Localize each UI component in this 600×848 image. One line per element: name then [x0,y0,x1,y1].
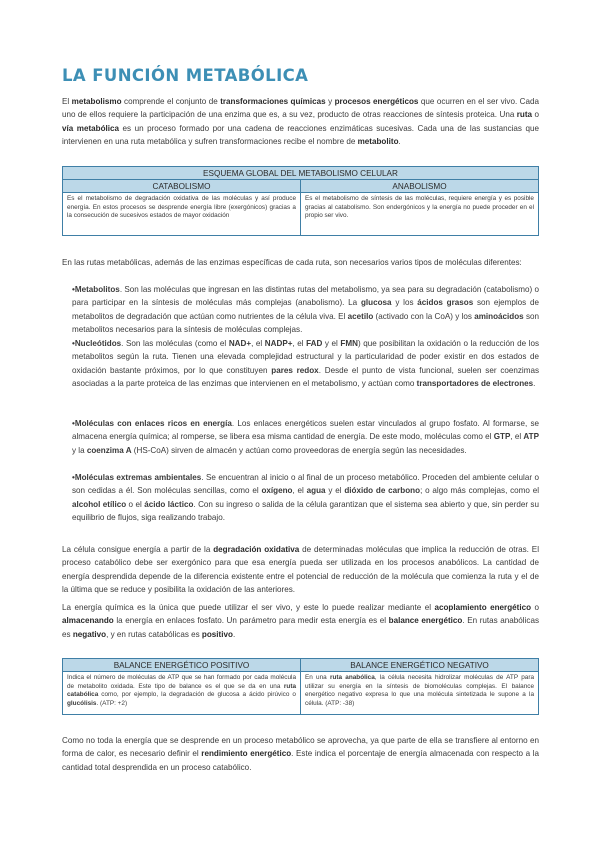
quimica-paragraph: La energía química es la única que puede utilizar el ser vivo, y este lo puede realizar mediante el acoplamiento energético o almacenando la energía en enlaces fosfato. Un parámetro para medir esta energía es el balance energético. En rutas anabólicas es negativo, y en rutas catabólicas es positivo. [62,603,539,639]
balance-negative-cell: En una ruta anabólica, la célula necesita hidrolizar moléculas de ATP para utilizar su energía en la síntesis de biomoléculas complejas. El balance energético negativo expresa lo que una molécula sintetizada le supone a la célula. (ATP: -38) [301,672,539,715]
anabolism-header: ANABOLISMO [301,180,539,193]
catabolism-cell: Es el metabolismo de degradación oxidativa de las moléculas y así produce energía. En estos procesos se desprende energía libre (exergónicos) gracias a la consecución de sucesivos estados de mayor oxidación [63,193,301,236]
final-paragraph: Como no toda la energía que se desprende en un proceso metabólico se aprovecha, ya que parte de ella se transfiere al entorno en forma de calor, es necesario definir el rendimiento energético. Este indica el porcentaje de energía almacenada con respecto a la cantidad total desprendida en un proceso catabólico. [62,736,539,772]
bullet-extremas: •Moléculas extremas ambientales. Se encuentran al inicio o al final de un proceso metabólico. Proceden del ambiente celular o son cedidas a él. Son moléculas sencillas, como el oxígeno, el agua y el dióxido de carbono; o algo más complejas, como el alcohol etílico o el ácido láctico. Con su ingreso o salida de la célula garantizan que el sistema sea abierto y que, sin perder su equilibrio de flujos, siga realizando trabajo. [72,473,540,523]
page-title: LA FUNCIÓN METABÓLICA [62,66,309,85]
anabolism-cell: Es el metabolismo de síntesis de las moléculas, requiere energía y es posible gracias al catabolismo. Son endergónicos y la energía no puede proceder en el propio ser vivo. [301,193,539,236]
balance-table [62,658,539,715]
bullet-nucleotidos: •Nucleótidos. Son las moléculas (como el NAD+, el NADP+, el FAD y el FMN) que posibilitan la oxidación o la reducción de los metabolitos según la ruta. Tienen una elevada complejidad estructural y la particularidad de poder existir en dos estados de oxidación bastante próximos, por lo que constituyen pares redox. Desde el punto de vista funcional, suelen ser coenzimas asociadas a la parte proteica de las enzimas que intervienen en el metabolismo, y actúan como transportadores de electrones. [72,339,540,389]
rutas-intro-paragraph: En las rutas metabólicas, además de las enzimas específicas de cada ruta, son necesarios varios tipos de moléculas diferentes: [62,258,522,267]
bullet-enlaces: •Moléculas con enlaces ricos en energía. Los enlaces energéticos suelen estar vinculados al grupo fosfato. Al formarse, se almacena energía química; al romperse, se libera esa misma cantidad de energía. De este modo, moléculas como el GTP, el ATP y la coenzima A (HS-CoA) sirven de almacén y actúan como proveedoras de energía según las necesidades. [72,419,540,455]
bullet-metabolitos: •Metabolitos. Son las moléculas que ingresan en las distintas rutas del metabolismo, ya sea para su degradación (catabolismo) o para participar en la síntesis de moléculas más complejas (anabolismo). La glucosa y los ácidos grasos son ejemplos de metabolitos de degradación que actúan como nutrientes de la célula viva. El acetilo (activado con la CoA) y los aminoácidos son metabolitos necesarios para la síntesis de moléculas complejas. [72,285,540,335]
balance-negative-header: BALANCE ENERGÉTICO NEGATIVO [301,659,539,672]
schema-table-header: ESQUEMA GLOBAL DEL METABOLISMO CELULAR [63,167,539,180]
balance-positive-cell: Indica el número de moléculas de ATP que se han formado por cada molécula de metabolito oxidada. Este tipo de balance es el que se da en una ruta catabólica como, por ejemplo, la degradación de glucosa a ácido pirúvico o glucólisis. (ATP: +2) [63,672,301,715]
energia-paragraph: La célula consigue energía a partir de la degradación oxidativa de determinadas moléculas que implica la reducción de otras. El proceso catabólico debe ser exergónico para que esa energía pueda ser utilizada en los procesos anabólicos. La cantidad de energía desprendida depende de la diferencia existente entre el potencial de reducción de la molécula que comienza la ruta y el de la última que se reduce y posibilita la oxidación de las anteriores. [62,545,539,595]
intro-paragraph: El metabolismo comprende el conjunto de transformaciones químicas y procesos energéticos que ocurren en el ser vivo. Cada uno de ellos requiere la participación de una enzima que es, a su vez, producto de otras reacciones de síntesis proteica. Una ruta o vía metabólica es un proceso formado por una cadena de reacciones enzimáticas sucesivas. Cada una de las sustancias que intervienen en una ruta metabólica y sufren transformaciones recibe el nombre de metabolito. [62,97,540,147]
balance-positive-header: BALANCE ENERGÉTICO POSITIVO [63,659,301,672]
schema-table [62,166,539,236]
catabolism-header: CATABOLISMO [63,180,301,193]
